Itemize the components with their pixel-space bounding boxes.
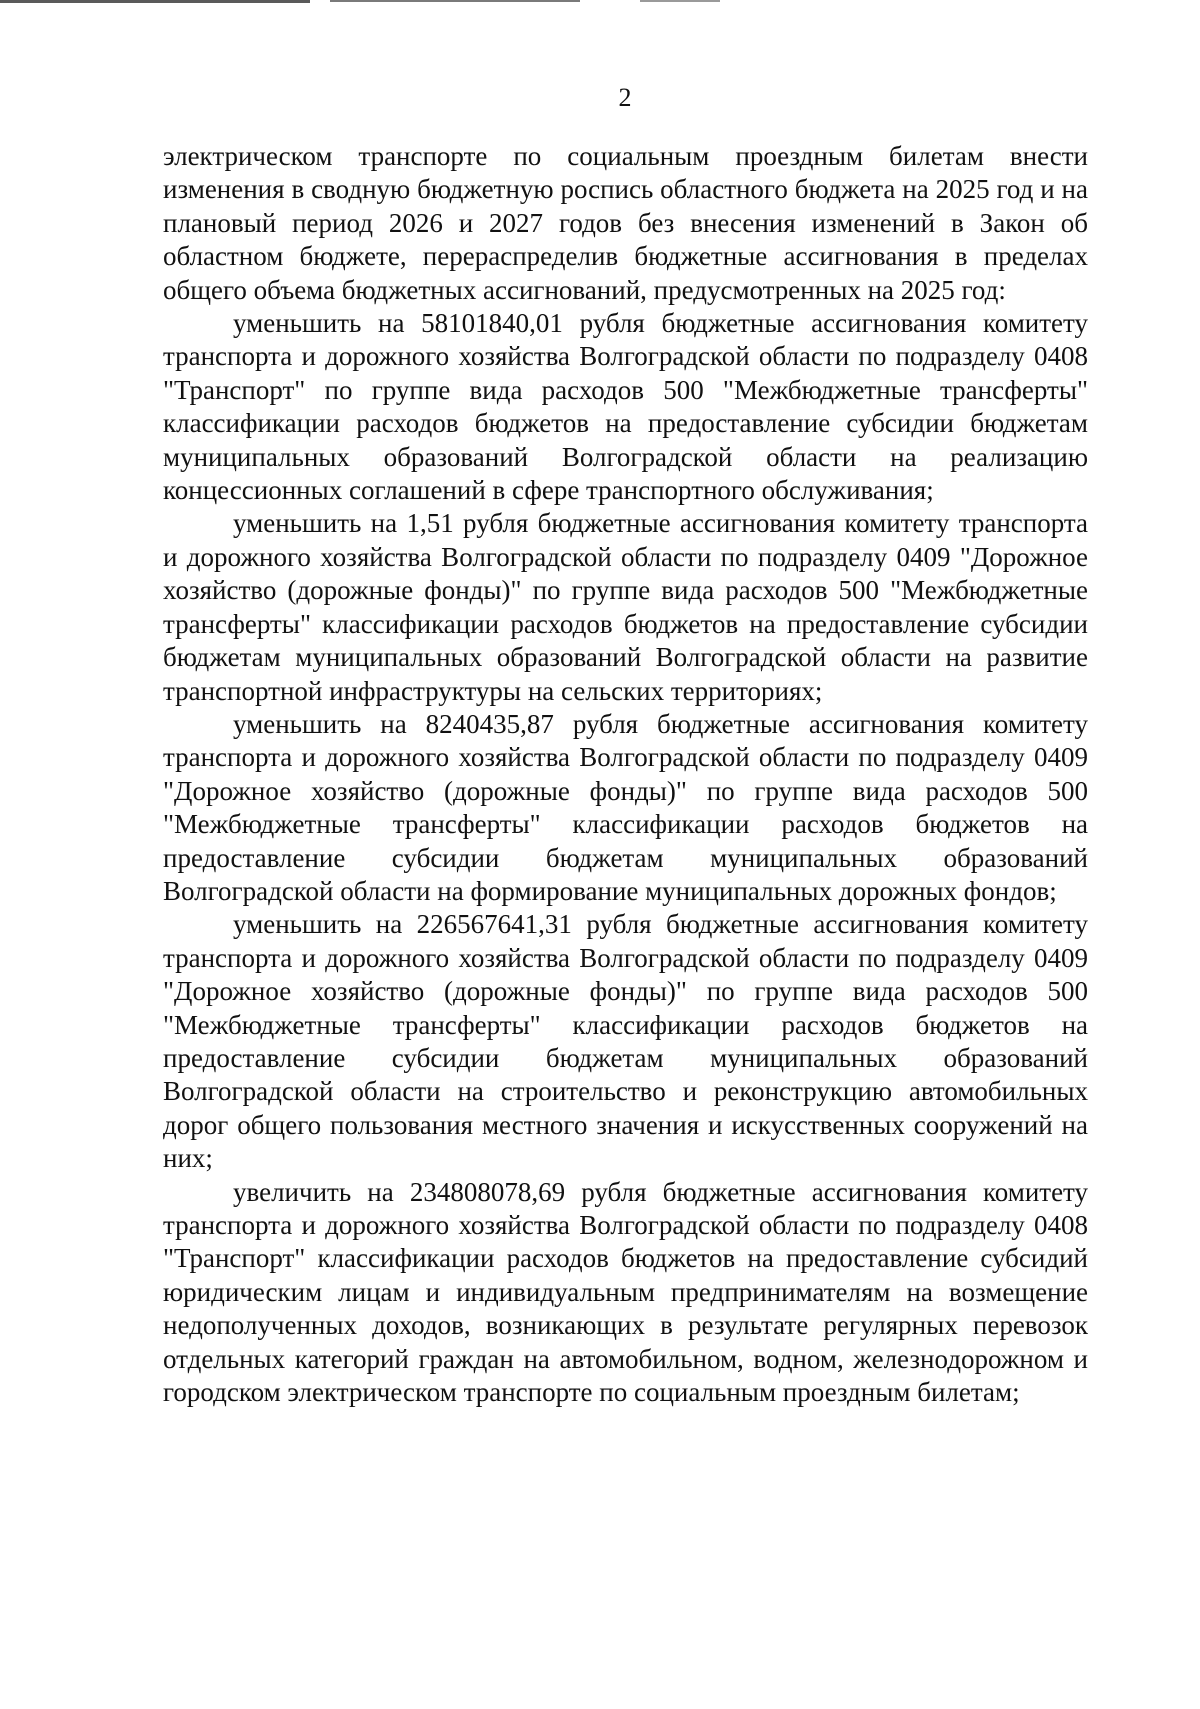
scan-edge-artifact: [640, 0, 720, 2]
paragraph-intro: электрическом транспорте по социальным проездным билетам внести изменения в сводную бюджетную роспись областного бюджета на 2025 год и на плановый период 2026 и 2027 годов без внесения изменений в Закон об областном бюджете, перераспределив бюджетные ассигнования в пределах общего объема бюджетных ассигнований, предусмотренных на 2025 год:: [163, 141, 1088, 305]
document-body: [163, 140, 1088, 1409]
page-number: 2: [618, 83, 632, 112]
paragraph-decrease-rural-infrastructure: уменьшить на 1,51 рубля бюджетные ассигнования комитету транспорта и дорожного хозяйства Волгоградской области по подразделу 0409 "Дорожное хозяйство (дорожные фонды)" по группе вида расходов 500 "Межбюджетные трансферты" классификации расходов бюджетов на предоставление субсидии бюджетам муниципальных образований Волгоградской области на развитие транспортной инфраструктуры на сельских территориях;: [163, 508, 1088, 706]
paragraph-decrease-road-funds: уменьшить на 8240435,87 рубля бюджетные ассигнования комитету транспорта и дорожного хозяйства Волгоградской области по подразделу 0409 "Дорожное хозяйство (дорожные фонды)" по группе вида расходов 500 "Межбюджетные трансферты" классификации расходов бюджетов на предоставление субсидии бюджетам муниципальных образований Волгоградской области на формирование муниципальных дорожных фондов;: [163, 708, 1088, 906]
paragraph-increase-transport-subsidies: увеличить на 234808078,69 рубля бюджетные ассигнования комитету транспорта и дорожного хозяйства Волгоградской области по подразделу 0408 "Транспорт" классификации расходов бюджетов на предоставление субсидий юридическим лицам и индивидуальным предпринимателям на возмещение недополученных доходов, возникающих в результате регулярных перевозок отдельных категорий граждан на автомобильном, водном, железнодорожном и городском электрическом транспорте по социальным проездным билетам;: [163, 1176, 1088, 1408]
paragraph-decrease-transport: уменьшить на 58101840,01 рубля бюджетные ассигнования комитету транспорта и дорожного хозяйства Волгоградской области по подразделу 0408 "Транспорт" по группе вида расходов 500 "Межбюджетные трансферты" классификации расходов бюджетов на предоставление субсидии бюджетам муниципальных образований Волгоградской области на реализацию концессионных соглашений в сфере транспортного обслуживания;: [163, 308, 1088, 506]
scan-edge-artifact: [0, 0, 310, 3]
paragraph-decrease-road-construction: уменьшить на 226567641,31 рубля бюджетные ассигнования комитету транспорта и дорожного хозяйства Волгоградской области по подразделу 0409 "Дорожное хозяйство (дорожные фонды)" по группе вида расходов 500 "Межбюджетные трансферты" классификации расходов бюджетов на предоставление субсидии бюджетам муниципальных образований Волгоградской области на строительство и реконструкцию автомобильных дорог общего пользования местного значения и искусственных сооружений на них;: [163, 909, 1088, 1174]
scan-edge-artifact: [330, 0, 580, 2]
